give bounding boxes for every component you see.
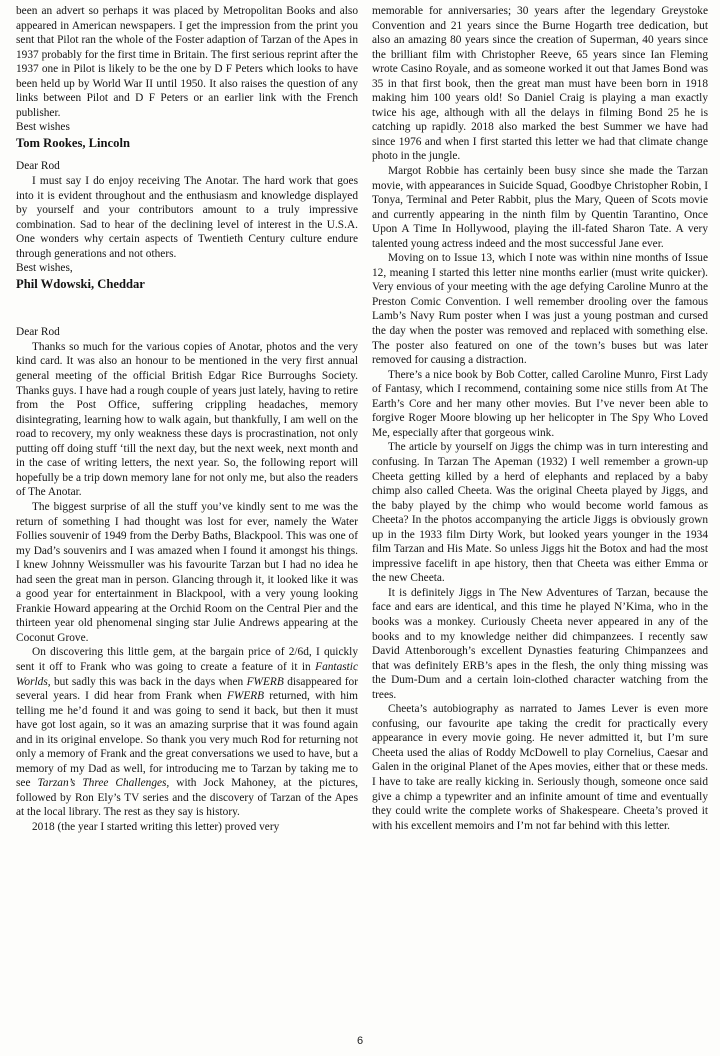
letter2-salutation: Dear Rod [16, 160, 60, 173]
publication-abbrev: FWERB [226, 690, 265, 703]
letter3-paragraph-5: Margot Robbie has certainly been busy since she made the Tarzan movie, with appearances in Suicide Squad, Goodbye Christopher Robin, I Tonya, Terminal and Peter Rabbit, plus the Mary, Queen of Scots movie and currently appearing in the ninth film by Quentin Tarantino, Once Upon A Time In Hollywood, playing the ill-fated Sharon Tate. A very talented young actress indeed and the most successful Jane ever. [372, 165, 708, 250]
letter3-paragraph-9: It is definitely Jiggs in The New Adventures of Tarzan, because the face and ears are identical, and this time he played N’Kima, who in the books was a monkey. Curiously Cheeta never appeared in any of the books and to my knowledge neither did chimpanzees. I recently saw David Attenborough’s excellent Dynasties featuring Chimpanzees and that was definitely ERB’s apes in the flesh, the only thing missing was the Dum-Dum and a certain loin-clothed character watching from the trees. [372, 586, 708, 701]
letter3-salutation: Dear Rod [16, 326, 60, 339]
text-run: but sadly this was back in the days when [50, 675, 247, 688]
text-run: returned, with him telling me he’d found it and was going to send it back, but then it must have got lost again, so it was an amazing surprise that it was found again and in its original envelope. So thank you very much Rod for returning not only a memory of Frank and the great conversations we used to have, but a memory of my Dad as well, for introducing me to Tarzan by taking me to see [16, 690, 358, 790]
letter3-paragraph-8: The article by yourself on Jiggs the chimp was in turn interesting and confusing. In Tarzan The Apeman (1932) I well remember a grown-up Cheeta getting killed by a herd of elephants and replaced by a baby chimp also called Cheeta. Was the original Cheeta played by Jiggs, and the baby played by the chimp who would become world famous as Cheeta? In the photos accompanying the article Jiggs is obviously grown up in the 1933 film Dirty Work, but looked years younger in the 1934 film Tarzan and His Mate. So unless Jiggs hit the Botox and had the most impressive facelift in ape history, then that Cheeta was either Emma or the new Cheeta. [372, 441, 708, 585]
film-title: Tarzan’s Three Challenges, [37, 777, 170, 790]
text-run: disappeared for several years. I did hear from Frank when [16, 675, 358, 703]
publication-title: Fantastic Worlds, [16, 660, 358, 688]
publication-abbrev: FWERB [246, 675, 284, 688]
left-column [16, 4, 358, 835]
right-column [372, 4, 708, 833]
letter3-paragraph-4-continued: memorable for anniversaries; 30 years after the legendary Greystoke Convention and 21 years since the Burne Hogarth tree dedication, but also an amazing 80 years since the creation of Superman, 40 years since the brilliant film with Christopher Reeve, 65 years since Ian Fleming wrote Casino Royale, and as someone worked it out that James Bond was 35 in that first book, then the great man must have been born in 1918 making him 100 years old! So Daniel Craig is playing a man exactly twice his age, although with all the delays in filming Bond 25 he is catching up rapidly. 2018 also marked the best Summer we have had since 1976 and when I first started this letter we had that climate change photo in the jungle. [372, 5, 708, 163]
letter3-paragraph-6: Moving on to Issue 13, which I note was within nine months of Issue 12, meaning I started this letter nine months earlier (must write quicker). Very envious of your meeting with the age defying Caroline Munro at the Preston Comic Convention. I well remember drooling over the famous Lamb’s Navy Rum poster when I was just a young postman and cursed the day when the poster was removed and replaced with something else. The poster also featured on one of the town’s buses but was later removed for causing a distraction. [372, 252, 708, 367]
spacer [16, 150, 358, 159]
text-run: with Jock Mahoney, at the pictures, followed by Ron Ely’s TV series and the discovery of Tarzan of the Apes at the local library. The rest as they say is history. [16, 777, 359, 819]
letter2-body: I must say I do enjoy receiving The Anotar. The hard work that goes into it is evident throughout and the enthusiasm and knowledge displayed by yourself and your contributors amount to a truly impressive combination. Sad to hear of the declining level of interest in the U.S.A. One wonders why certain aspects of Twentieth Century culture endure through generations and not others. [16, 175, 358, 260]
letter2-closing: Best wishes, [16, 262, 73, 275]
letter1-signature: Tom Rookes, Lincoln [16, 135, 130, 150]
letter1-body: been an advert so perhaps it was placed by Metropolitan Books and also appeared in American newspapers. I get the impression from the print you sent that Pilot ran the whole of the Foster adaption of Tarzan of the Apes in 1937 probably for the first time in Britain. The first serious reprint after the 1937 one in Pilot is likely to be the one by D F Peters which looks to have been held up by World War II until 1950. It also raises the question of any links between Pilot and D F Peters or an earlier link with the French publisher. [16, 5, 358, 119]
letter3-paragraph-1: Thanks so much for the various copies of Anotar, photos and the very kind card. It was also an honour to be mentioned in the very first annual general meeting of the official British Edgar Rice Burroughs Society. Thanks guys. I have had a rough couple of years just lately, having to retire from the Post Office, suffering crippling headaches, memory disintegrating, learning how to walk again, but thankfully, I am well on the road to recovery, my only weakness these days is procrastination, not only putting off doing stuff ‘till the next day, but the next week, next month and in the case of writing letters, the next year. So, the following report will hopefully be a trip down memory lane for not only me, but also the readers of The Anotar. [16, 340, 358, 499]
page-number: 6 [356, 1035, 364, 1047]
letter3-paragraph-10: Cheeta’s autobiography as narrated to James Lever is even more confusing, our favourite ape taking the credit for practically every appearance in every movie going. He never admitted it, but I’m sure Cheeta used the alias of Roddy McDowell to play Cornelius, Caesar and Galen in the original Planet of the Apes movies, either that or these meds. I have to take are really kicking in. Seriously though, someone once said give a chimp a typewriter and an infinite amount of time and eventually they could write the complete works of Shakespeare. Cheeta’s proved it with his excellent memoirs and I’m not far behind with this letter. [372, 703, 708, 832]
letter3-paragraph-3 [16, 645, 358, 820]
text-run: On discovering this little gem, at the bargain price of 2/6d, I quickly sent it off to Frank who was going to create a feature of it in [16, 646, 358, 673]
letter3-paragraph-4: 2018 (the year I started writing this letter) proved very [32, 820, 280, 833]
spacer [16, 291, 358, 325]
letter3-paragraph-7: There’s a nice book by Bob Cotter, called Caroline Munro, First Lady of Fantasy, which I recommend, containing some nice stills from At The Earth’s Core and her many other movies. But I’ve never been able to forgive Roger Moore blowing up her helicopter in The Spy Who Loved Me, especially after that gorgeous wink. [372, 368, 708, 439]
letter2-signature: Phil Wdowski, Cheddar [16, 276, 145, 291]
letter3-paragraph-2: The biggest surprise of all the stuff you’ve kindly sent to me was the return of something I had thought was lost for ever, namely the Water Follies souvenir of 1949 from the Derby Baths, Blackpool. This was one of my Dad’s souvenirs and I was amazed when I found it amongst his things. I knew Johnny Weissmuller was his favourite Tarzan but I had no idea he had seen the great man in person. Glancing through it, it looked like it was a good year for entertainment in Blackpool, with a very young looking Frankie Howard appearing at the Orchid Room on the Central Pier and the thirteen year old phenomenal singing star Julie Andrews appearing at the Coconut Grove. [16, 500, 358, 644]
letter1-closing: Best wishes [16, 121, 70, 134]
